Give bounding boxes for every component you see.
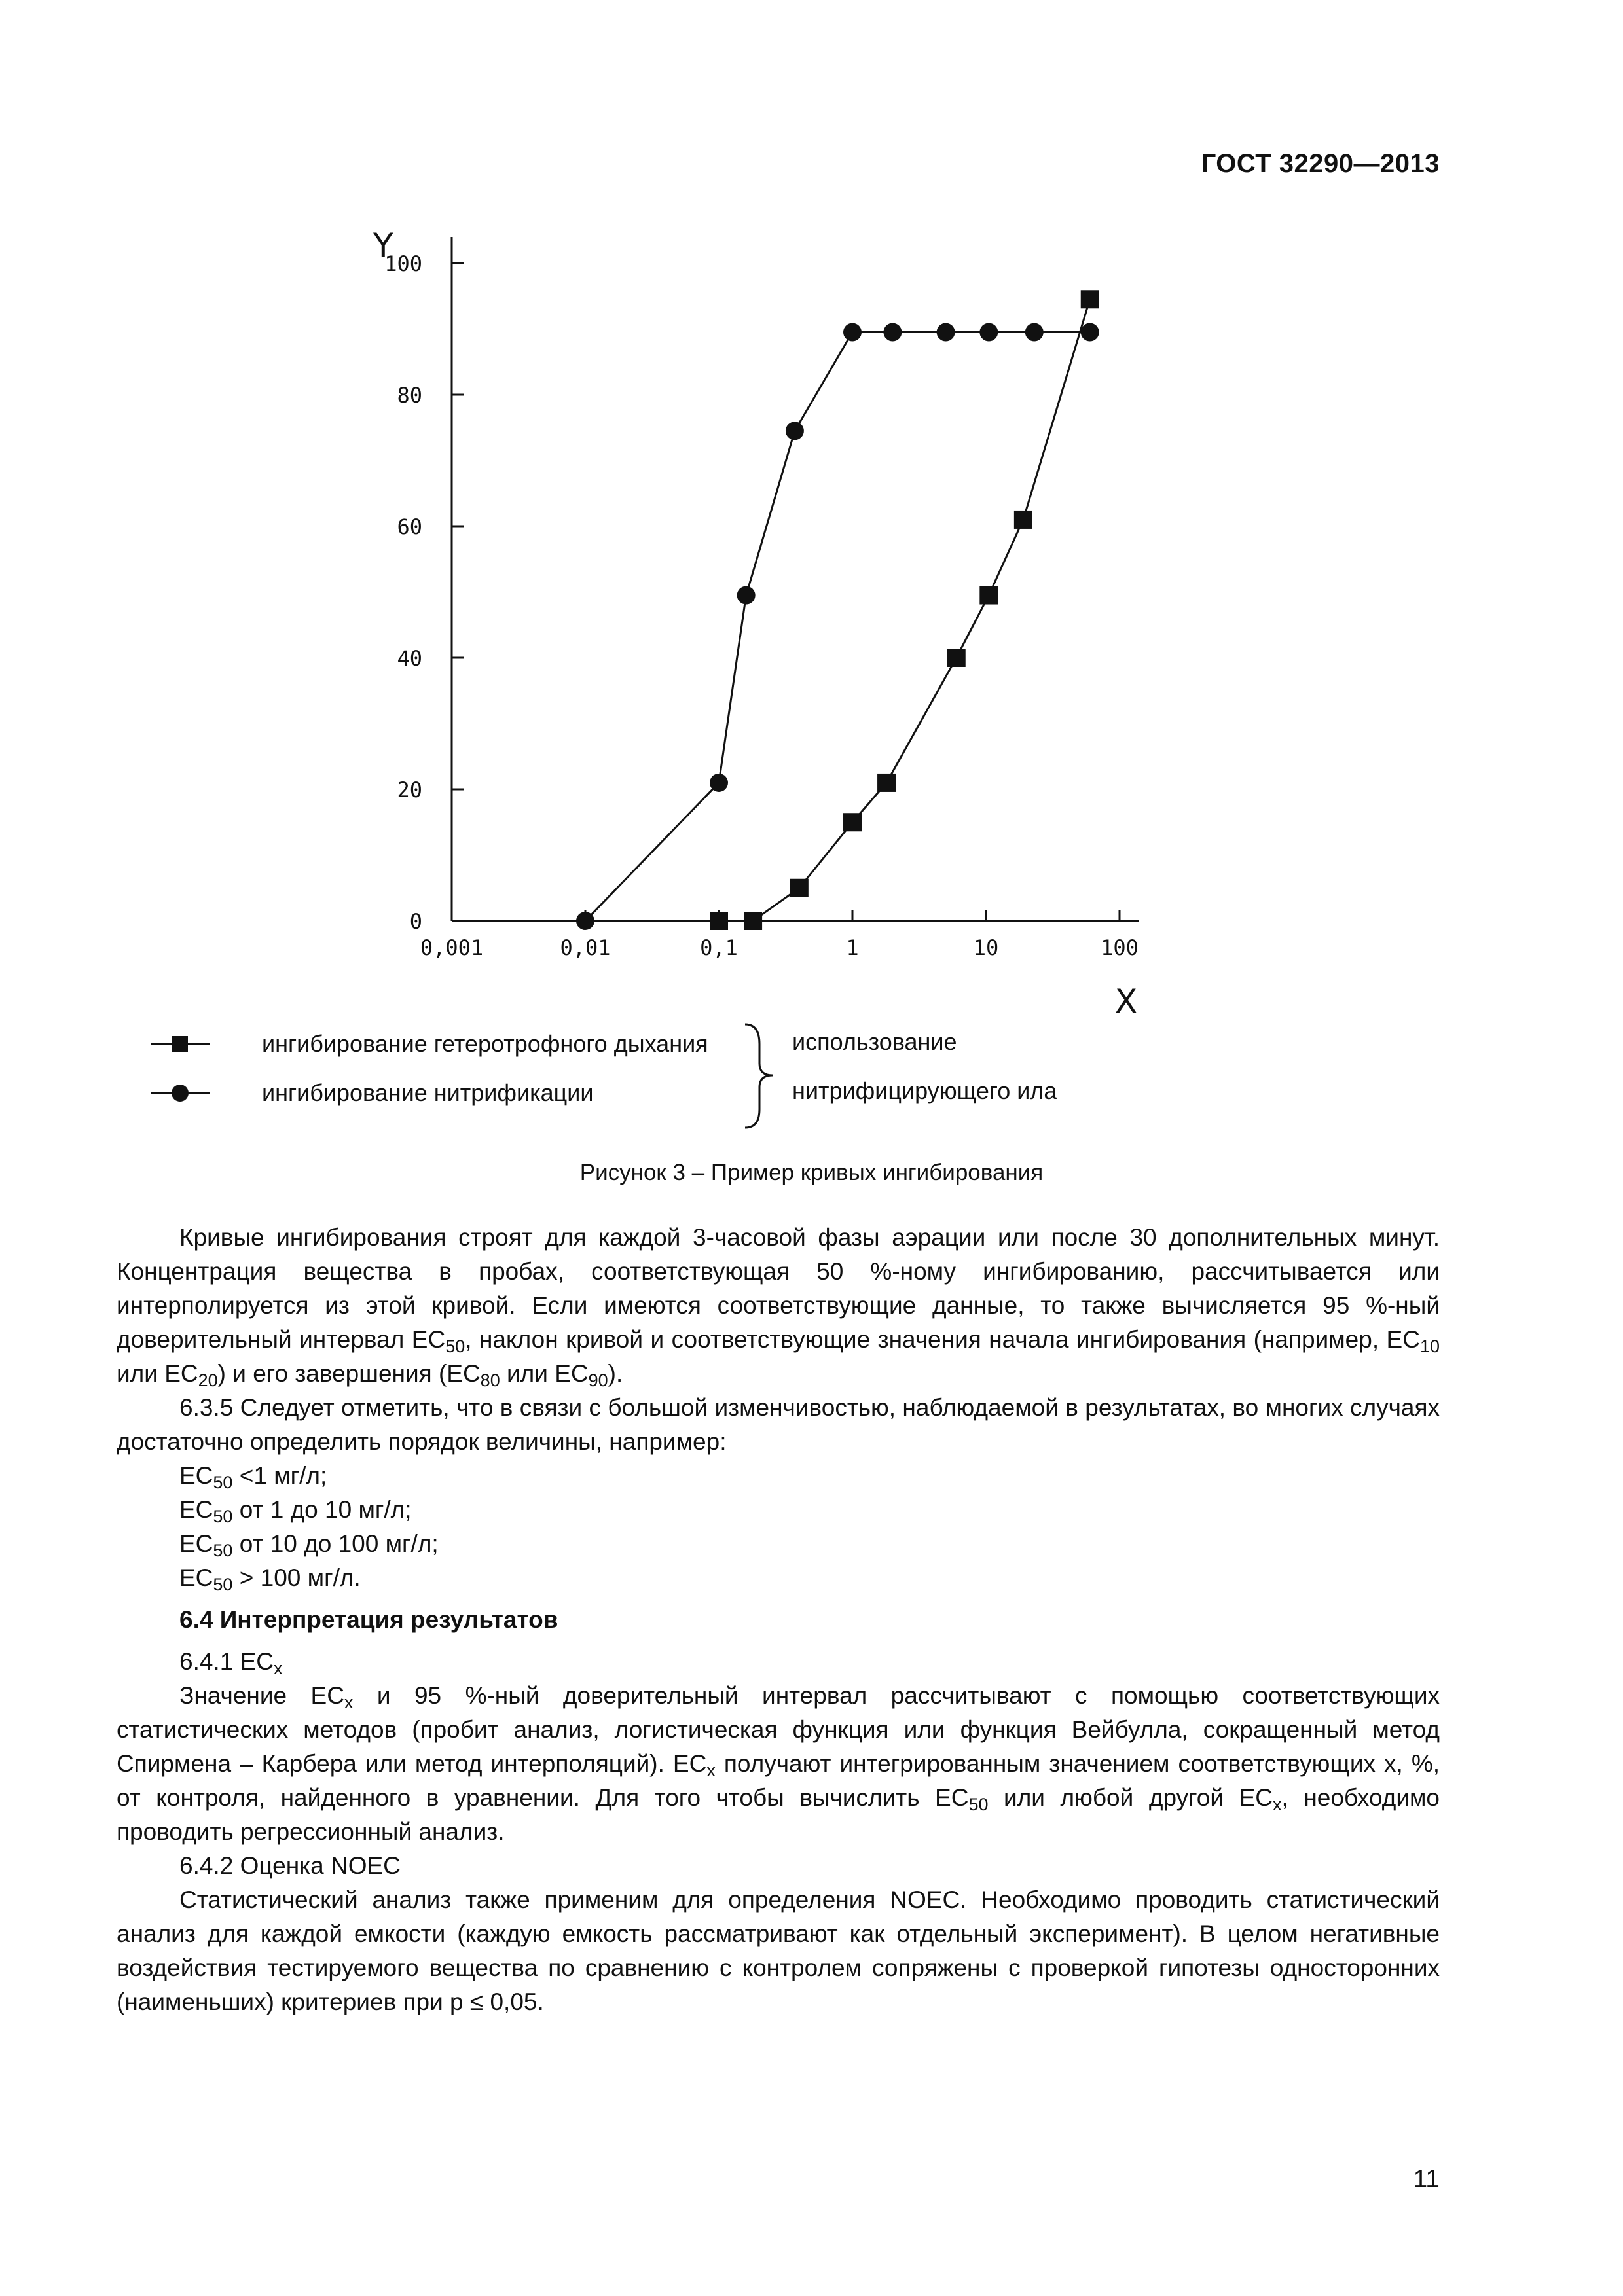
legend-item-nitrification — [151, 1073, 594, 1113]
y-tick-label: 40 — [397, 646, 422, 671]
square-data-point — [947, 649, 966, 667]
x-tick-label: 0,001 — [420, 935, 484, 960]
square-data-point — [710, 912, 728, 930]
legend-group-line1: использование — [792, 1028, 957, 1055]
circle-data-point — [786, 422, 804, 440]
series-line — [719, 299, 1090, 921]
paragraph-inhibition-curves: Кривые ингибирования строят для каждой 3-часовой фазы аэрации или после 30 дополнительных минут. Концентрация вещества в пробах, соответствующая 50 %-ному ингибированию, рассчитывается или интерполируется из этой кривой. Если имеются соответствующие данные, то также вычисляется 95 %-ный доверительный интервал $EC_{50}$, наклон кривой и соответствующие значения начала ингибирования (например, $EC_{10}$ или $EC_{20}$) и его завершения ($EC_{80}$ или $EC_{90}$). — [117, 1224, 1440, 1390]
doc-header: ГОСТ 32290—2013 — [1201, 149, 1440, 178]
x-tick-label: 0,1 — [700, 935, 738, 960]
square-data-point — [843, 813, 862, 831]
y-tick-label: 100 — [384, 251, 422, 276]
circle-data-point — [710, 774, 728, 792]
page-number: 11 — [1413, 2165, 1440, 2193]
curly-brace-icon — [740, 1018, 779, 1132]
series-line — [585, 332, 1090, 922]
section-heading-6-4: 6.4 Интерпретация результатов — [179, 1606, 558, 1633]
square-data-point — [1014, 511, 1032, 529]
square-data-point — [790, 879, 809, 897]
legend-item-respiration — [151, 1024, 708, 1064]
legend-group-line2: нитрифицирующего ила — [792, 1077, 1057, 1104]
circle-data-point — [979, 323, 998, 342]
circle-marker-icon — [151, 1080, 210, 1106]
square-data-point — [979, 586, 998, 605]
figure-caption: Рисунок 3 – Пример кривых ингибирования — [579, 1160, 1044, 1185]
y-tick-label: 80 — [397, 383, 422, 408]
square-data-point — [877, 774, 896, 792]
body-text — [117, 1221, 1440, 2019]
circle-data-point — [1025, 323, 1044, 342]
legend-label-nitrification: ингибирование нитрификации — [262, 1079, 594, 1106]
inhibition-chart — [367, 216, 1205, 1021]
square-marker-icon — [151, 1031, 210, 1057]
legend-label-respiration: ингибирование гетеротрофного дыхания — [262, 1030, 708, 1057]
y-tick-label: 0 — [409, 909, 422, 934]
list-item: $EC_{50}$ от 10 до 100 мг/л; — [179, 1530, 439, 1560]
circle-data-point — [937, 323, 955, 342]
x-tick-label: 100 — [1101, 935, 1139, 960]
x-axis-label: X — [1114, 982, 1138, 1020]
y-axis-label: Y — [373, 226, 393, 264]
y-tick-label: 20 — [397, 778, 422, 802]
paragraph-6-3-5: 6.3.5 Следует отметить, что в связи с большой изменчивостью, наблюдаемой в результатах, во многих случаях достаточно определить порядок величины, например: — [117, 1394, 1440, 1455]
x-tick-label: 0,01 — [560, 935, 611, 960]
circle-data-point — [843, 323, 862, 342]
subsection-6-4-1: 6.4.1 $EC_x$ — [179, 1648, 283, 1678]
list-item: $EC_{50} > 100$ мг/л. — [179, 1564, 361, 1594]
square-data-point — [744, 912, 762, 930]
circle-data-point — [883, 323, 902, 342]
chart-legend — [151, 1024, 1133, 1136]
circle-data-point — [737, 586, 756, 605]
paragraph-ecx: Значение $EC_x$ и 95 %-ный доверительный интервал рассчитывают с помощью соответствующих статистических методов (пробит анализ, логистическая функция или функция Вейбулла, сокращенный метод Спирмена – Карбера или метод интерполяций). $EC_x$ получают интегрированным значением соответствующих x, %, от контроля, найденного в уравнении. Для того чтобы вычислить $EC_{50}$ или любой другой $EC_x$, необходимо проводить регрессионный анализ. — [117, 1682, 1440, 1845]
square-data-point — [1081, 290, 1099, 308]
list-item: $EC_{50} <1$ мг/л; — [179, 1462, 327, 1492]
list-item: $EC_{50}$ от 1 до 10 мг/л; — [179, 1496, 412, 1526]
x-tick-label: 1 — [846, 935, 859, 960]
y-tick-label: 60 — [397, 514, 422, 539]
circle-data-point — [576, 912, 594, 930]
paragraph-noec: Статистический анализ также применим для определения NOEC. Необходимо проводить статистический анализ для каждой емкости (каждую емкость рассматривают как отдельный эксперимент). В целом негативные воздействия тестируемого вещества по сравнению с контролем сопряжены с проверкой гипотезы односторонних (наименьших) критериев при p ≤ 0,05. — [117, 1886, 1440, 2015]
x-tick-label: 10 — [973, 935, 999, 960]
circle-data-point — [1081, 323, 1099, 342]
subsection-6-4-2: 6.4.2 Оценка NOEC — [179, 1852, 401, 1879]
